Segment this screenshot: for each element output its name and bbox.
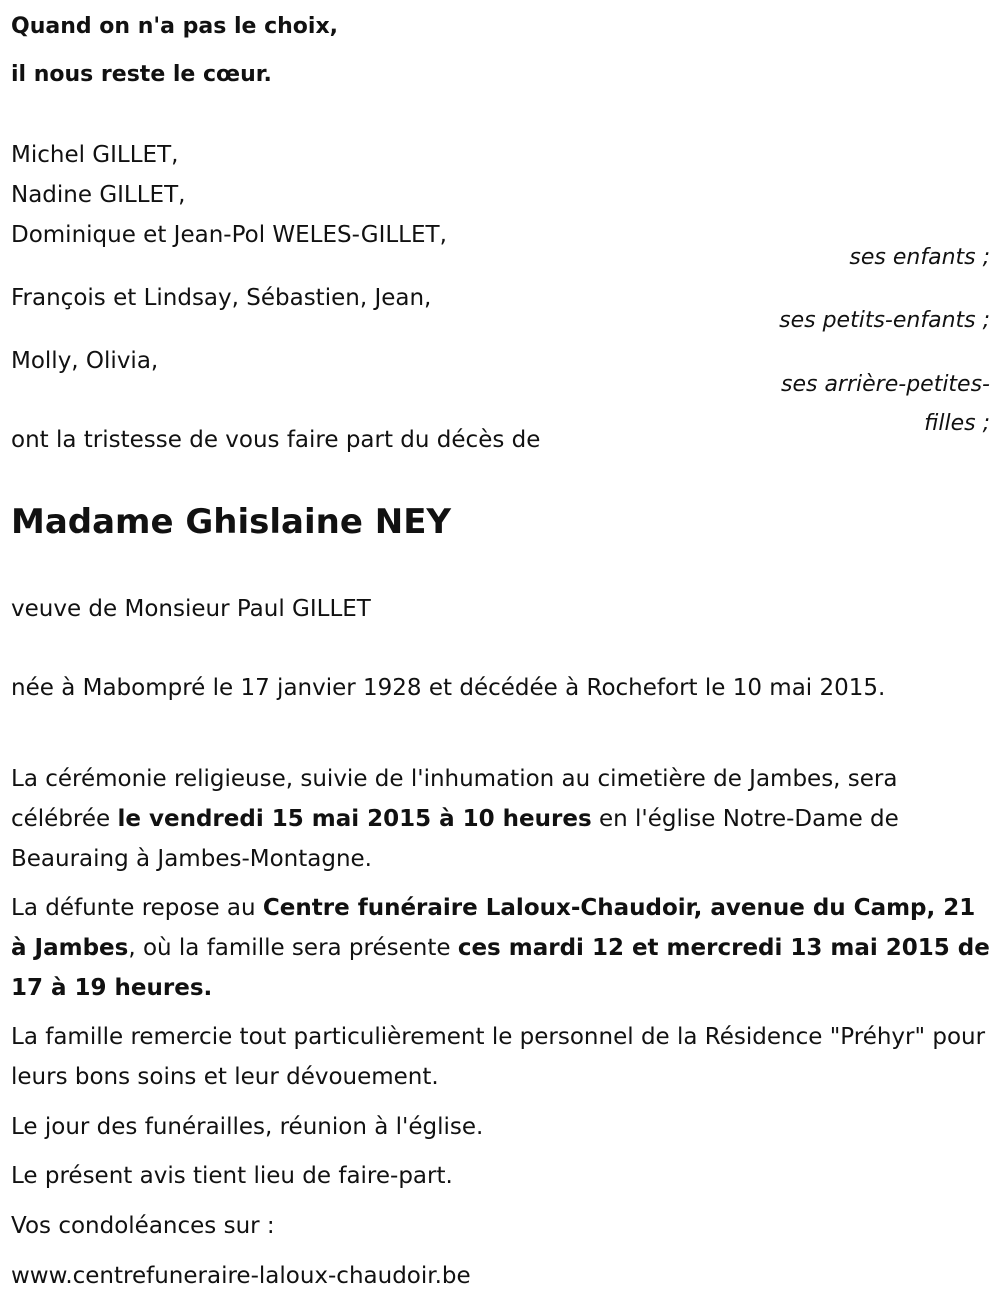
rest-dates: ces mardi 12 et mercredi 13 mai 2015 de 17 à 19 heures. (11, 935, 990, 1001)
great-grandchildren-names: Molly, Olivia, (11, 348, 159, 374)
condolences-label: Vos condoléances sur : (11, 1213, 275, 1239)
ceremony-text-1: La cérémonie religieuse, suivie de l'inhumation au cimetière de Jambes, sera célébrée (11, 766, 898, 832)
deceased-name: Madame Ghislaine NEY (11, 502, 452, 542)
epigraph-line-2: il nous reste le cœur. (11, 62, 272, 87)
rest-paragraph (11, 888, 995, 1008)
great-grandchildren-role-line-2: filles ; (924, 411, 990, 436)
great-grandchildren-role-line-1: ses arrière-petites- (781, 372, 990, 397)
child-name-3: Dominique et Jean-Pol WELES-GILLET, (11, 222, 447, 248)
meeting-text: Le jour des funérailles, réunion à l'église. (11, 1114, 484, 1140)
ceremony-date: le vendredi 15 mai 2015 à 10 heures (117, 806, 592, 832)
grandchildren-names: François et Lindsay, Sébastien, Jean, (11, 285, 432, 311)
announcement-text: ont la tristesse de vous faire part du décès de (11, 427, 541, 453)
child-name-1: Michel GILLET, (11, 142, 179, 168)
child-name-2: Nadine GILLET, (11, 182, 186, 208)
epigraph-line-1: Quand on n'a pas le choix, (11, 14, 338, 39)
ceremony-text-2: en l'église Notre-Dame de Beauraing à Jambes-Montagne. (11, 806, 899, 872)
ceremony-paragraph (11, 759, 995, 879)
grandchildren-role: ses petits-enfants ; (779, 308, 990, 333)
thanks-paragraph: La famille remercie tout particulièrement le personnel de la Résidence "Préhyr" pour leurs bons soins et leur dévouement. (11, 1024, 986, 1090)
notice-text: Le présent avis tient lieu de faire-part. (11, 1163, 453, 1189)
children-role: ses enfants ; (849, 245, 990, 270)
rest-text-1: La défunte repose au (11, 895, 263, 921)
website-link[interactable]: www.centrefuneraire-laloux-chaudoir.be (11, 1263, 471, 1289)
rest-place: Centre funéraire Laloux-Chaudoir, avenue du Camp, 21 à Jambes (11, 895, 976, 961)
widow-of-text: veuve de Monsieur Paul GILLET (11, 596, 371, 622)
rest-text-2: , où la famille sera présente (128, 935, 458, 961)
birth-death-text: née à Mabompré le 17 janvier 1928 et décédée à Rochefort le 10 mai 2015. (11, 675, 886, 701)
